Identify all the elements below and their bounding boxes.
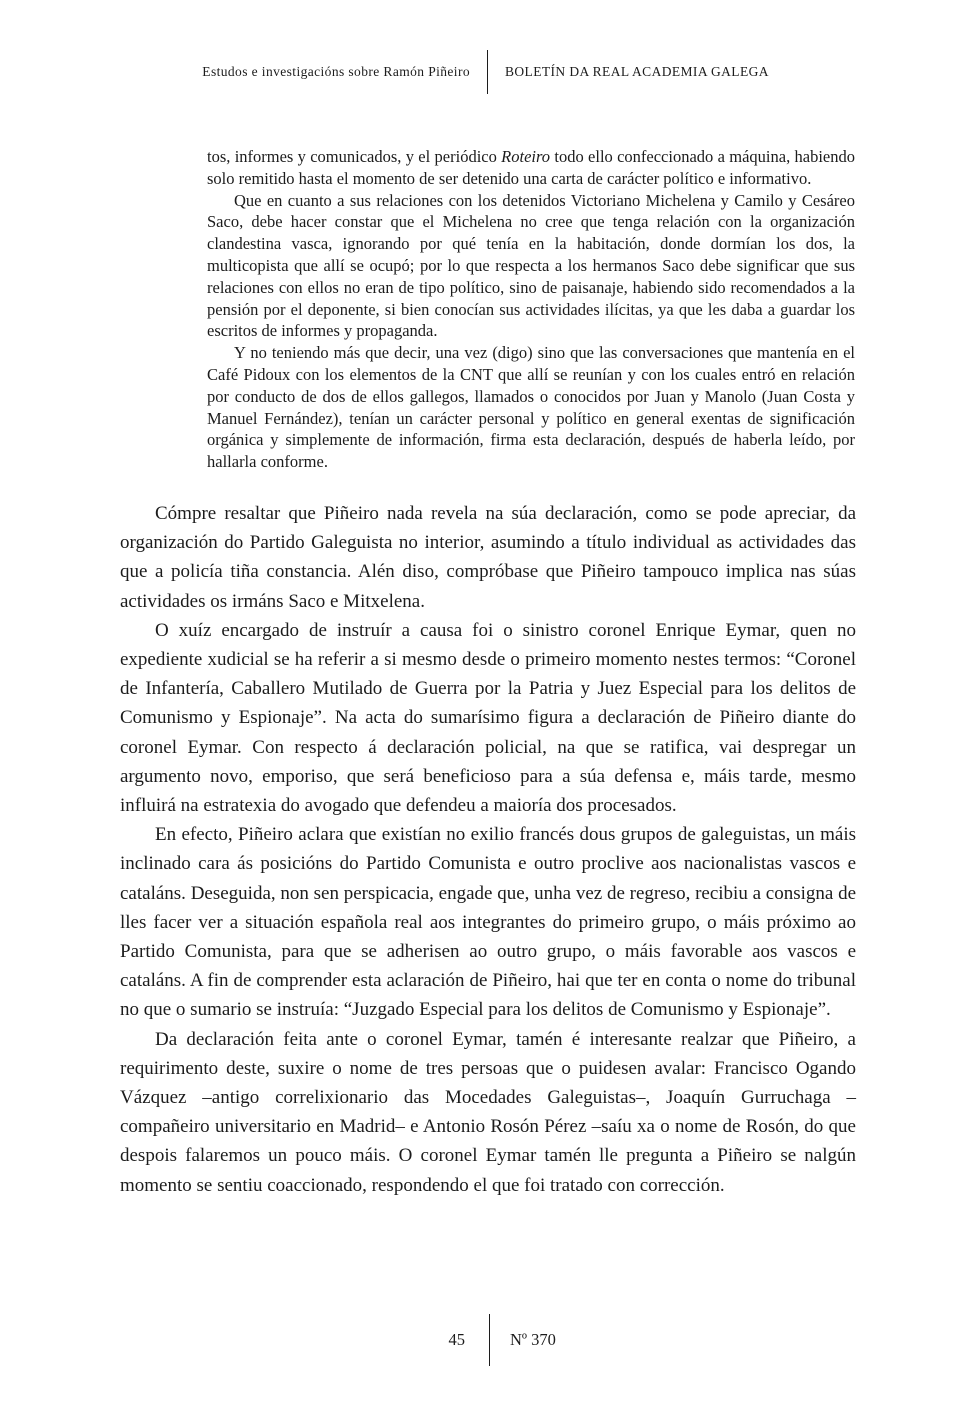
quote-paragraph: [207, 146, 855, 190]
quote-paragraph: Que en cuanto a sus relaciones con los detenidos Victoriano Michelena y Camilo y Cesáreo Saco, debe hacer constar que el Michelena no cree que tenga relación con la organización clandestina vasca, ignorando por qué tenía en la habitación, donde dormían los dos, la multicopista que allí se ocupó; por lo que respecta a los hermanos Saco debe significar que sus relaciones con ellos no eran de tipo político, sino de paisanaje, habiendo sido recomendados a la pensión por el deponente, si bien conocían sus actividades ilícitas, ya que les daba a guardar los escritos de informes y propaganda.: [207, 190, 855, 341]
running-header: [0, 50, 975, 94]
body-paragraph: En efecto, Piñeiro aclara que existían no exilio francés dous grupos de galeguistas, un máis inclinado cara ás posicións do Partido Comunista e outro proclive aos nacionalistas vascos e cataláns. Deseguida, non sen perspicacia, engade que, unha vez de regreso, recibiu a consigna de lles facer ver a situación española real aos integrantes do primeiro grupo, o máis próximo ao Partido Comunista, para que se adherisen ao outro grupo, o máis favorable aos vascos e cataláns. A fin de comprender esta aclaración de Piñeiro, hai que ter en conta o nome do tribunal no que o sumario se instruía: “Juzgado Especial para los delitos de Comunismo y Espionaje”.: [120, 824, 856, 1021]
issue-number: Nº 370: [510, 1330, 556, 1349]
body-paragraph: Cómpre resaltar que Piñeiro nada revela na súa declaración, como se pode apreciar, da organización do Partido Galeguista no interior, asumindo a título individual as actividades das que a policía tiña constancia. Alén diso, compróbase que Piñeiro tampouco implica nas súas actividades os irmáns Saco e Mitxelena.: [120, 502, 856, 612]
article-body: [120, 499, 856, 1200]
quote-paragraph: Y no teniendo más que decir, una vez (digo) sino que las conversaciones que mantenía en el Café Pidoux con los elementos de la CNT que allí se reunían y con los cuales entró en relación por conducto de dos de ellos gallegos, llamados o conocidos por Juan y Manolo (Juan Costa y Manuel Fernández), tenían un carácter personal y político en general exentas de significación orgánica y simplemente de información, firma esta declaración, después de haberla leído, por hallarla conforme.: [207, 343, 855, 472]
running-header-section-title: Estudos e investigacións sobre Ramón Piñeiro: [202, 64, 470, 79]
body-paragraph: Da declaración feita ante o coronel Eymar, tamén é interesante realzar que Piñeiro, a requirimento deste, suxire o nome de tres persoas que o puidesen avalar: Francisco Ogando Vázquez –antigo correlixionario das Mocedades Galeguistas–, Joaquín Gurruchaga –compañeiro universitario en Madrid– e Antonio Rosón Pérez –saíu xa o nome de Rosón, do que despois falaremos un pouco máis. O coronel Eymar tamén lle pregunta a Piñeiro se nalgún momento se sentiu coaccionado, respondendo el que foi tratado con corrección.: [120, 1028, 856, 1196]
block-quotation: [207, 146, 855, 473]
page-footer: [0, 1314, 975, 1366]
body-paragraph: O xuíz encargado de instruír a causa foi o sinistro coronel Enrique Eymar, quen no expediente xudicial se ha referir a si mesmo desde o primeiro momento nestes termos: “Coronel de Infantería, Caballero Mutilado de Guerra por la Patria y Juez Especial para los delitos de Comunismo y Espionaje”. Na acta do sumarísimo figura a declaración de Piñeiro diante do coronel Eymar. Con respecto á declaración policial, na que se ratifica, vai despregar un argumento novo, emporiso, que será beneficioso para a súa defensa e, máis tarde, mesmo influirá na estratexia do avogado que defendeu a maioría dos procesados.: [120, 619, 856, 816]
page-number: 45: [448, 1330, 465, 1349]
quote-paragraph-text: todo ello confeccionado a máquina, habiendo solo remitido hasta el momento de ser detenido una carta de carácter político e informativo.: [207, 147, 855, 188]
quote-italic-title: Roteiro: [501, 147, 551, 166]
running-header-journal-title: BOLETÍN DA REAL ACADEMIA GALEGA: [505, 64, 769, 79]
quote-paragraph-text: tos, informes y comunicados, y el periódico: [207, 147, 502, 166]
